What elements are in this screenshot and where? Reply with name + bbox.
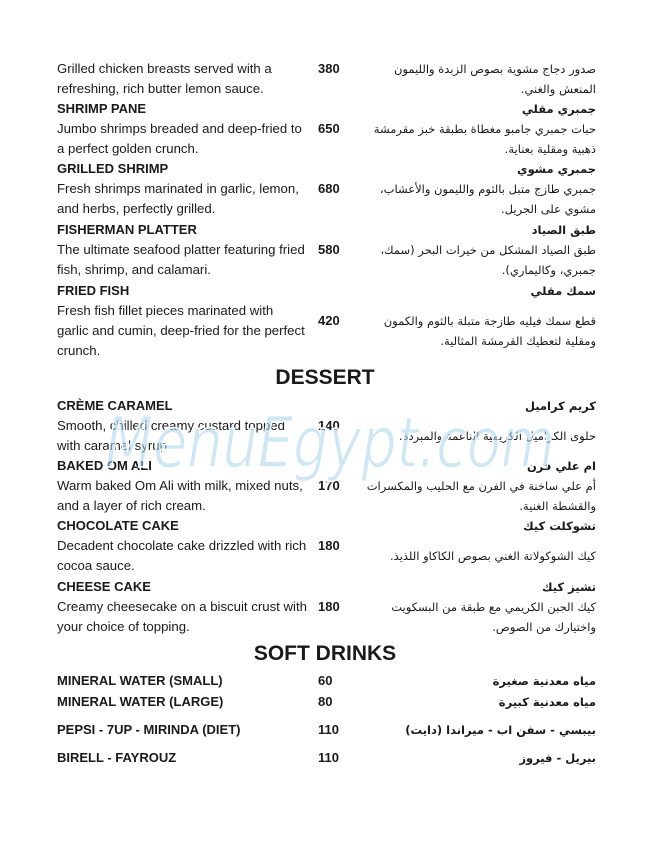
item-price: 380 [318,61,340,76]
item-description: Grilled chicken breasts served with a refreshing, rich butter lemon sauce. [57,61,272,96]
item-name-ar: سمك مقلي [530,284,596,298]
item-name: FRIED FISH [57,283,130,298]
item-description: Creamy cheesecake on a biscuit crust with your choice of topping. [57,599,307,634]
item-name-ar: ام علي فرن [526,459,596,473]
item-name-ar: طبق الصياد [531,223,596,237]
section-title-dessert: DESSERT [275,366,375,389]
item-price: 60 [318,673,333,688]
item-description-ar: قطع سمك فيليه طازجة متبلة بالثوم والكمون ومقلية لتعطيك القرمشة المثالية. [383,314,596,348]
item-description: Warm baked Om Ali with milk, mixed nuts, and a layer of rich cream. [57,478,303,513]
item-description: Fresh fish fillet pieces marinated with garlic and cumin, deep-fried for the perfect crunch. [57,303,305,358]
item-description: Smooth, chilled creamy custard topped with caramel syrup. [57,418,285,453]
item-name-ar: جمبري مقلي [521,102,596,116]
item-description: Jumbo shrimps breaded and deep-fried to a perfect golden crunch. [57,121,302,156]
item-name-ar: تشوكلت كيك [523,519,596,533]
item-name-ar: بيريل - فيروز [519,751,596,765]
item-name-ar: كريم كراميل [524,399,596,413]
item-name: CRÈME CARAMEL [57,398,173,413]
item-price: 80 [318,694,333,709]
item-name: CHOCOLATE CAKE [57,518,179,533]
item-name: FISHERMAN PLATTER [57,222,197,237]
item-description: Fresh shrimps marinated in garlic, lemon, and herbs, perfectly grilled. [57,181,299,216]
item-name-ar: مياه معدنية كبيرة [498,695,596,709]
item-name: MINERAL WATER (SMALL) [57,673,223,688]
item-price: 180 [318,538,340,553]
item-description: Decadent chocolate cake drizzled with rich cocoa sauce. [57,538,307,573]
item-name: MINERAL WATER (LARGE) [57,694,224,709]
item-price: 110 [318,750,339,765]
item-description: The ultimate seafood platter featuring fried fish, shrimp, and calamari. [57,242,305,277]
item-name-ar: بيبسي - سفن اب - ميراندا (دايت) [405,723,596,737]
item-description-ar: أم علي ساخنة في الفرن مع الحليب والمكسرات والقشطة الغنية. [366,479,596,513]
item-price: 680 [318,181,340,196]
item-name: PEPSI - 7UP - MIRINDA (DIET) [57,722,241,737]
item-description-ar: كيك الجبن الكريمي مع طبقة من البسكويت واختيارك من الصوص. [391,600,596,634]
item-name: SHRIMP PANE [57,101,147,116]
item-price: 580 [318,242,340,257]
item-price: 420 [318,313,340,328]
item-price: 170 [318,478,340,493]
item-description-ar: صدور دجاج مشوية بصوص الزبدة والليمون المنعش والغني. [394,62,596,96]
item-description-ar: طبق الصياد المشكل من خيرات البحر (سمك، جمبري، وكاليماري). [380,243,596,277]
item-description-ar: حبات جمبري جامبو مغطاة بطبقة خبز مقرمشة ذهبية ومقلية بعناية. [373,122,596,156]
item-price: 140 [318,418,340,433]
item-name-ar: مياه معدنية صغيرة [492,674,596,688]
item-description-ar: جمبري طازج متبل بالثوم والليمون والأعشاب، مشوي على الجريل. [379,182,596,216]
item-name: BIRELL - FAYROUZ [57,750,177,765]
item-name: GRILLED SHRIMP [57,161,169,176]
item-price: 180 [318,599,340,614]
item-name-ar: جمبري مشوي [517,162,596,176]
section-title-soft-drinks: SOFT DRINKS [253,642,397,665]
watermark-text: MenuEgypt.com [105,402,555,484]
item-name: CHEESE CAKE [57,579,151,594]
item-name-ar: تشيز كيك [542,580,596,594]
item-name: BAKED OM ALI [57,458,152,473]
item-price: 110 [318,722,339,737]
item-description-ar: حلوى الكراميل الكريمية الناعمة والمبردة. [398,429,596,443]
item-description-ar: كيك الشوكولاتة الغني بصوص الكاكاو اللذيذ. [390,549,596,563]
item-price: 650 [318,121,340,136]
